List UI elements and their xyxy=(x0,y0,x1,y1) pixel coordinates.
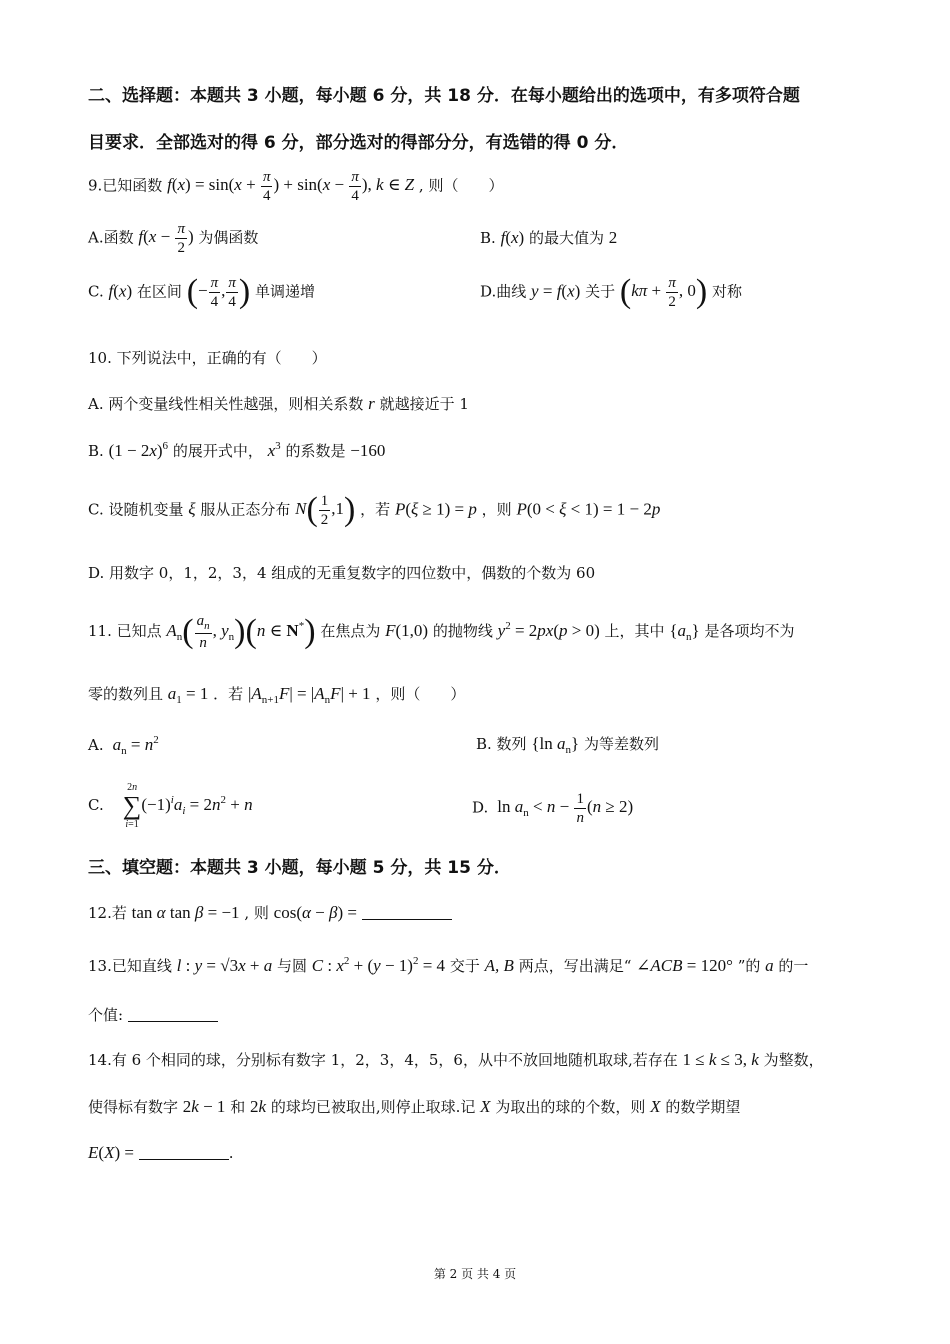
q10-c-xi: ξ xyxy=(188,499,196,519)
q11-a-formula: $a_n = n^2$ xyxy=(112,734,159,757)
q10-option-c xyxy=(88,492,660,529)
q10-c-p2: P(0 < ξ < 1) = 1 − 2p xyxy=(516,499,661,519)
q10-c-p1: P(ξ ≥ 1) = p xyxy=(394,499,477,519)
q11-focus: F(1,0) xyxy=(385,621,429,640)
q11-c-formula: 2n ∑ i=1 $(-1)^ia_i = 2n^2 + n$ xyxy=(122,782,253,830)
q11-d-formula: $\ln a_n < n$ − $\frac{1}{n}$ (n ≥ 2) xyxy=(493,791,634,826)
q11-option-d xyxy=(472,790,633,827)
q13-line2-text: 个值: xyxy=(88,1006,124,1024)
q10-stem: 10. 下列说法中，正确的有（ ） xyxy=(88,349,327,367)
q9-option-b xyxy=(480,228,617,248)
q11-point: $A_n$( $\frac{a_n}{n}$ , $y_n)(n$ ∈ N*) xyxy=(166,613,316,652)
q14-line2-mid3: 为取出的球的个数，则 xyxy=(495,1098,646,1116)
q9-stem xyxy=(88,168,503,205)
q9-suffix: , 则（ ） xyxy=(418,176,504,195)
q14-line3: E(X) = . xyxy=(88,1143,234,1162)
q14-line2-prefix: 使得标有数字 xyxy=(88,1098,179,1116)
q11-seq: $\{a_n\}$ xyxy=(669,621,700,643)
q11-a1: $a_1 = 1$ xyxy=(167,684,209,706)
q13-mid3: 两点，写出满足“ xyxy=(518,957,632,975)
section2-line2: 目要求．全部选对的得 6 分，部分选对的得部分分，有选错的得 0 分． xyxy=(88,133,629,153)
q9-option-a xyxy=(88,220,258,257)
q11-mid3: 上，其中 xyxy=(604,622,665,640)
q14-line2-mid2: 的球均已被取出,则停止取球.记 xyxy=(270,1098,476,1116)
q13-tail: 的一 xyxy=(778,957,809,975)
q9-b-formula: f(x) xyxy=(500,228,525,247)
q11-line2-tail: ，则（ ） xyxy=(375,685,466,703)
q9-c-interval: (− $\frac{\pi}{4}$ , $\frac{\pi}{4}$ ) xyxy=(186,273,251,311)
q9-c-prefix: C. xyxy=(88,282,104,301)
q11-line2-prefix: 零的数列且 xyxy=(88,685,164,703)
q11-b-prefix: B. 数列 xyxy=(476,735,527,753)
q10-b-mid2: 的系数是 xyxy=(285,442,346,460)
q9-a-formula: f(x − $\frac{\pi}{2}$ ) xyxy=(138,221,194,256)
page-footer: 第 2 页 共 4 页 xyxy=(433,1267,517,1281)
q11-stem-line2 xyxy=(88,684,465,707)
q11-prefix: 11. 已知点 xyxy=(88,622,162,640)
q14-line1-tail: 为整数， xyxy=(763,1051,824,1069)
q14-line1 xyxy=(88,1050,824,1070)
q11-option-b xyxy=(476,734,659,757)
q10-a-tail: 就越接近于 1 xyxy=(379,395,469,413)
q11-line2-mid: ．若 xyxy=(213,685,244,703)
q9-option-d xyxy=(480,274,742,311)
q11-option-a xyxy=(88,734,159,758)
q11-mid2: 的抛物线 xyxy=(432,622,493,640)
q14-X2: X xyxy=(650,1097,661,1116)
q13-mid2: 交于 xyxy=(449,957,480,975)
q13-a: a xyxy=(765,956,774,975)
q10-c-normal: N( $\frac{1}{2}$ ,1) xyxy=(295,491,356,529)
q13-line1 xyxy=(88,955,808,976)
q11-b-suffix: 为等差数列 xyxy=(583,735,659,753)
q12-target: cos(α − β) = xyxy=(273,903,357,922)
q9-d-prefix: D.曲线 xyxy=(480,282,527,301)
q13-line: l : y = √3x + a xyxy=(176,956,273,975)
q11-c-prefix: C. xyxy=(88,795,104,814)
q11-condition: $|A_{n+1}F| = |A_nF| + 1$ xyxy=(247,684,371,706)
section2-line1: 二、选择题：本题共 3 小题，每小题 6 分，共 18 分．在每小题给出的选项中，有多项符合题 xyxy=(88,86,800,106)
q10-a-r: r xyxy=(368,394,375,413)
q9-c-suffix: 单调递增 xyxy=(255,282,316,301)
q10-c-mid3: ，则 xyxy=(481,500,512,519)
q9-d-suffix: 对称 xyxy=(712,282,743,301)
q9-b-suffix: 的最大值为 xyxy=(528,229,604,247)
q9-d-mid: 关于 xyxy=(585,282,616,301)
q10-b-x3: $x^3$ xyxy=(267,440,281,460)
q14-expectation: E(X) = xyxy=(88,1143,134,1162)
q11-d-prefix: D. xyxy=(472,798,489,817)
q13-line2 xyxy=(88,1006,218,1024)
q12-formula: tan α tan β = −1 xyxy=(131,903,240,922)
q14-range: 1 ≤ k ≤ 3, k xyxy=(682,1050,759,1069)
q10-option-a xyxy=(88,394,469,414)
q14-answer-blank[interactable] xyxy=(139,1145,229,1160)
q10-c-mid: 服从正态分布 xyxy=(200,500,291,519)
q14-line2-tail: 的数学期望 xyxy=(665,1098,741,1116)
q12-mid: , 则 xyxy=(244,904,269,922)
q10-b-prefix: B. xyxy=(88,442,104,460)
q9-b-prefix: B. xyxy=(480,229,496,247)
q11-parabola: $y^2 = 2px(p > 0)$ xyxy=(497,620,600,640)
q9-c-mid: 在区间 xyxy=(136,282,182,301)
q10-c-prefix: C. 设随机变量 xyxy=(88,500,184,519)
q14-2k: 2k xyxy=(250,1097,267,1116)
q10-b-binomial: $(1 - 2x)^6$ xyxy=(108,440,169,460)
q9-a-suffix: 为偶函数 xyxy=(198,228,259,247)
q12 xyxy=(88,903,452,923)
q13-points: A, B xyxy=(484,956,514,975)
q14-X1: X xyxy=(480,1097,491,1116)
q10-b-value: −160 xyxy=(350,441,386,460)
q14-line1-text: 14.有 6 个相同的球，分别标有数字 1，2，3，4，5，6，从中不放回地随机取球,若存在 xyxy=(88,1051,678,1069)
q12-prefix: 12.若 xyxy=(88,904,127,922)
q13-circle: C : $x^2 + (y - 1)^2 = 4$ xyxy=(311,955,446,975)
q10-b-mid: 的展开式中， xyxy=(172,442,263,460)
q14-line2-mid: 和 xyxy=(230,1098,246,1116)
q9-option-c xyxy=(88,274,315,311)
q10-option-d: D. 用数字 0，1，2，3，4 组成的无重复数字的四位数中，偶数的个数为 60 xyxy=(88,564,596,582)
q13-angle: ∠ACB = 120° xyxy=(636,956,733,975)
q9-prefix: 9.已知函数 xyxy=(88,176,163,195)
q11-tail: 是各项均不为 xyxy=(704,622,795,640)
q9-b-value: 2 xyxy=(608,228,618,247)
q13-prefix: 13.已知直线 xyxy=(88,957,172,975)
q13-mid1: 与圆 xyxy=(277,957,308,975)
q9-d-curve: y = f(x) xyxy=(531,281,581,301)
q14-2k-1: 2k − 1 xyxy=(182,1097,226,1116)
q10-option-b xyxy=(88,440,385,461)
q13-answer-blank[interactable] xyxy=(128,1007,218,1022)
q11-a-prefix: A. xyxy=(88,736,104,754)
q10-c-mid2: ，若 xyxy=(360,500,391,519)
q11-b-formula: {ln $a_n$} xyxy=(531,734,580,756)
q10-a-text: A. 两个变量线性相关性越强，则相关系数 xyxy=(88,395,364,413)
q9-formula: f(x) = sin(x + $\frac{\pi}{4}$ ) + sin(x − $\frac{\pi}{4}$ ), k ∈ Z xyxy=(167,169,415,204)
q11-mid1: 在焦点为 xyxy=(320,622,381,640)
section3-title: 三、填空题：本题共 3 小题，每小题 5 分，共 15 分． xyxy=(88,858,511,878)
q14-line2 xyxy=(88,1097,740,1117)
q11-stem-line1 xyxy=(88,612,794,652)
q12-answer-blank[interactable] xyxy=(362,905,452,920)
q9-a-prefix: A.函数 xyxy=(88,228,134,247)
q11-option-c xyxy=(88,782,253,830)
q13-mid4: ”的 xyxy=(737,957,761,975)
q9-d-point: (kπ + $\frac{\pi}{2}$ , 0) xyxy=(619,273,708,311)
q9-c-f: f(x) xyxy=(108,281,133,301)
